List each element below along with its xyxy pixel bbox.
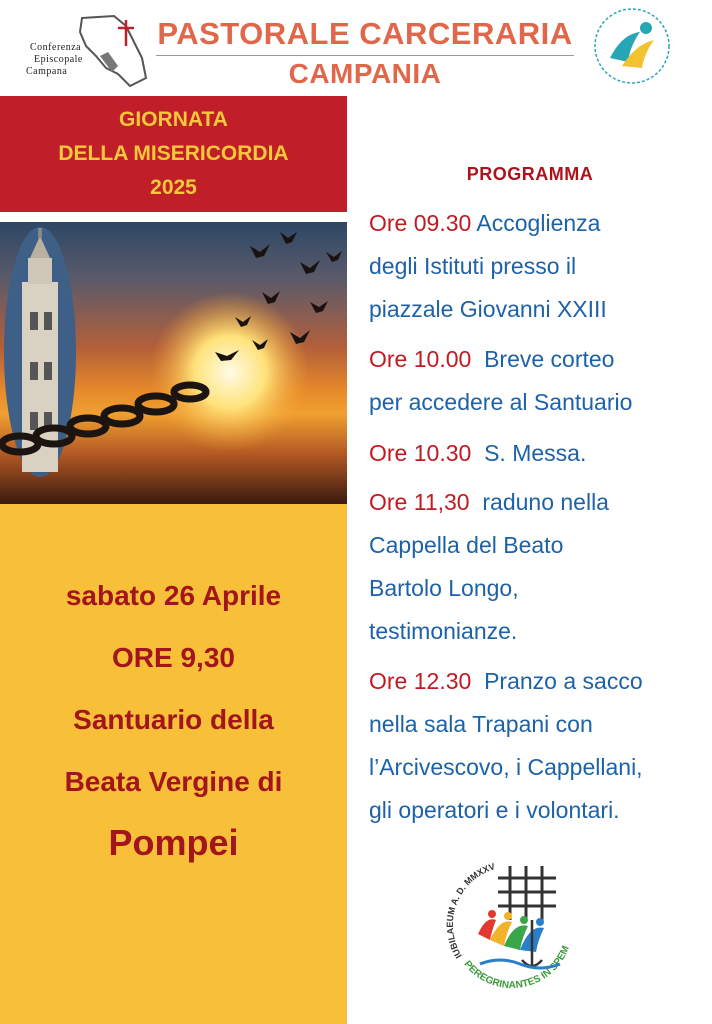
- programma-item-text: nella sala Trapani con: [369, 711, 593, 737]
- programma-item-first-line: [369, 660, 699, 703]
- programma-item: [369, 481, 699, 653]
- programma-item-text: degli Istituti presso il: [369, 253, 577, 279]
- jubilee-arc-top: IUBILAEUM A. D. MMXXV: [444, 861, 497, 961]
- title-divider: [156, 55, 574, 56]
- event-time: ORE 9,30: [112, 642, 235, 673]
- programma-item-text: Bartolo Longo,: [369, 575, 519, 601]
- programma-item: [369, 660, 699, 832]
- event-place-line-2: Beata Vergine di: [64, 766, 283, 797]
- programma-item-text: S. Messa.: [484, 440, 587, 466]
- jubilee-arc-bottom: PEREGRINANTES IN SPEM: [461, 944, 572, 992]
- programma-item-text: Cappella del Beato: [369, 532, 564, 558]
- programma-item-text: per accedere al Santuario: [369, 389, 633, 415]
- event-date: sabato 26 Aprile: [65, 580, 282, 611]
- page-title-line-1: PASTORALE CARCERARIA: [157, 16, 573, 51]
- programma-item-text: testimonianze.: [369, 618, 518, 644]
- programma-item-first-line: [369, 432, 699, 475]
- programma-item-time: Ore 09.30: [369, 210, 472, 236]
- cappellani-logo-icon: [592, 6, 672, 86]
- banner-line-2: DELLA MISERICORDIA: [58, 142, 289, 165]
- cec-logo-line-2: Episcopale: [34, 54, 83, 65]
- programma-item-text: piazzale Giovanni XXIII: [369, 296, 607, 322]
- programma-title: PROGRAMMA: [466, 164, 594, 184]
- programma-item-first-line: [369, 202, 699, 245]
- programma-item-first-line: [369, 338, 699, 381]
- broken-chain-birds-sunset-photo-icon: [0, 222, 347, 504]
- programma-item-text: gli operatori e i volontari.: [369, 797, 620, 823]
- programma-item-text: Breve corteo: [484, 346, 615, 372]
- event-city: Pompei: [108, 822, 239, 863]
- event-panel: [0, 504, 347, 1024]
- programma-item: [369, 202, 699, 331]
- event-place-line-1: Santuario della: [73, 704, 274, 735]
- cec-logo: [22, 12, 152, 90]
- cec-logo-line-3: Campana: [26, 66, 68, 77]
- programma-item-text: raduno nella: [482, 489, 609, 515]
- programma-item-text: l’Arcivescovo, i Cappellani,: [369, 754, 643, 780]
- programma-item-first-line: [369, 481, 699, 524]
- cec-logo-line-1: Conferenza: [30, 42, 82, 53]
- programma-item-time: Ore 10.30: [369, 440, 472, 466]
- page-title-line-2: CAMPANIA: [288, 58, 442, 89]
- banner-line-3: 2025: [150, 176, 197, 199]
- programma-item: [369, 338, 699, 424]
- banner-line-1: GIORNATA: [119, 108, 228, 131]
- programma-item-time: Ore 10.00: [369, 346, 472, 372]
- programma-item-time: Ore 11,30: [369, 489, 470, 515]
- jubilee-2025-logo-icon: [440, 860, 600, 1005]
- programma-item-time: Ore 12.30: [369, 668, 472, 694]
- programma-item-text: Accoglienza: [476, 210, 601, 236]
- programma-item: [369, 432, 699, 475]
- programma-item-text: Pranzo a sacco: [484, 668, 643, 694]
- day-banner: [0, 96, 347, 212]
